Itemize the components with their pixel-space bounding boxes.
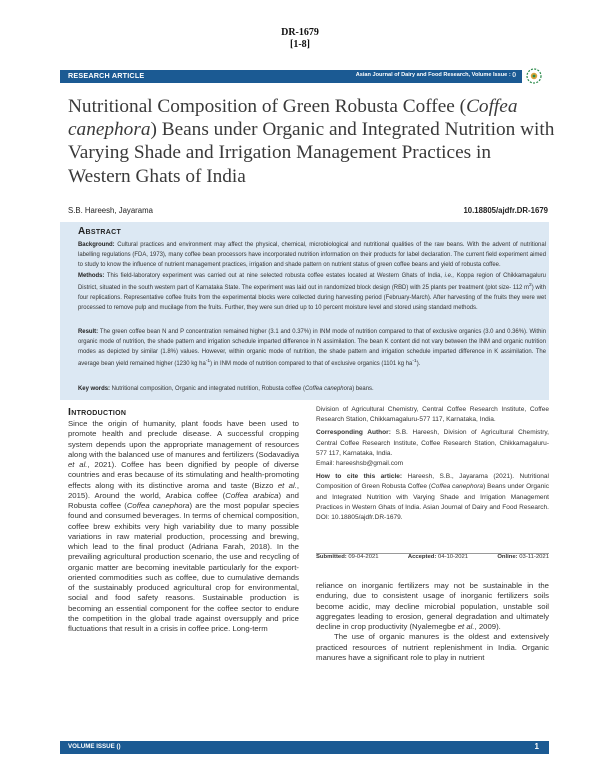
article-title: Nutritional Composition of Green Robusta Coffee (Coffea canephora) Beans under Organic and Integrated Nutrition with Varying Shade and Irrigation Management Practices in Western Ghats of India (68, 96, 555, 187)
journal-name: Asian Journal of Dairy and Food Research, Volume Issue : () (355, 72, 516, 78)
introduction-column-1: Since the origin of humanity, plant foods have been used to promote health and preclude disease. A successful cropping system depends upon the appropriate management of resources along with the balanced use of manures and fertilizers (Sodavadiya et al., 2021). Coffee has been dignified by people of diverse countries and eras because of its stimulating and health-promoting effects along with its distinctive aroma and taste (Bizzo et al., 2015). Around the world, Arabica coffee (Coffea arabica) and Robusta coffee (Coffea canephora) are the most popular species found and consumed beverages. In terms of chemical composition, coffee brew exhibits very high variability due to many possible variations in raw material production, processing and brewing, which lead to the final product (Adriana Farah, 2018). In the prevailing agricultural production scenario, the use and recycling of organic matter are becoming inevitable particularly for the export-oriented commodities such as coffee, due to cumulative demands of the sustainably produced agricultural crop for environmental, social and food safety reasons. Sustainable production is becoming an essential component for the coffee sector to endure the competition in the global trade against oversupply and price fluctuations that result in a crisis in coffee price. Long-term (68, 419, 299, 633)
page-footer-bar (60, 741, 549, 754)
introduction-column-2 (316, 581, 549, 663)
article-type: RESEARCH ARTICLE (68, 71, 145, 80)
document-id: DR-1679 (281, 27, 319, 38)
affiliation: Division of Agricultural Chemistry, Central Coffee Research Institute, Coffee Research Station, Chikkamagaluru-577 117, Karnataka, India. (316, 406, 549, 424)
corresponding-author: Corresponding Author: S.B. Hareesh, Division of Agricultural Chemistry, Central Coffee Research Institute, Coffee Research Station, Chikkamagaluru-577 117, Karnataka, India. (316, 429, 549, 457)
article-header-bar (60, 70, 522, 83)
doi[interactable]: 10.18805/ajdfr.DR-1679 (463, 206, 548, 215)
abstract-background: Background: Cultural practices and environment may affect the physical, chemical, microbiological and nutritional qualities of the raw beans. With the advent of nutritional labelling regulations (FDA, 1973), many coffee bean processors have incorporated nutrition information on their products for label declaration. The current field experiment aimed to study to know the influence of nutrient management practices, irrigation and shade pattern on nutrient status of green coffee beans and yield of robusta coffee. (78, 242, 546, 268)
abstract-heading: Abstract (78, 226, 122, 237)
abstract-box (60, 222, 549, 400)
submitted-date: Submitted: 09-04-2021 (316, 554, 379, 560)
volume-issue: VOLUME ISSUE () (68, 743, 121, 750)
page-range: [1-8] (290, 39, 310, 50)
accepted-date: Accepted: 04-10-2021 (407, 554, 469, 560)
abstract-methods: Methods: This field-laboratory experiment was carried out at nine selected robusta coffee estates located at Western Ghats of India, i.e., Koppa region of Chikkamagaluru District, situated in the south western part of Karnataka State. The experiment was laid out in randomized block design (RBD) with 25 plants per treatment (plot size- 112 $m^2$) with four replications. Representative coffee fruits from the experimental blocks were collected during harvesting period (February-March). After harvesting of the fruits they were wet processed to remove pulp and mucilage from the fruits. Further, they were sun dried up to 10 percent moisture level and stored using standard methods. (78, 273, 546, 311)
journal-logo-icon (526, 68, 542, 84)
citation: How to cite this article: Hareesh, S.B., Jayarama (2021). Nutritional Composition of Green Robusta Coffee (Coffea canephora) Beans under Organic and Integrated Nutrition with Varying Shade and Irrigation Management Practices in Western Ghats of India. Asian Journal of Dairy and Food Research. DOI: 10.18805/ajdfr.DR-1679. (316, 473, 550, 522)
abstract-keywords: Key words: Nutritional composition, Organic and integrated nutrition, Robusta coffee (Coffea canephora) beans. (78, 386, 374, 392)
authors: S.B. Hareesh, Jayarama (68, 206, 153, 215)
online-date: Online: 03-11-2021 (497, 554, 549, 560)
article-dates (316, 554, 549, 560)
email[interactable]: Email: hareeshsb@gmail.com (316, 460, 404, 468)
abstract-result: Result: The green coffee bean N and P concentration remained higher (3.1 and 0.37%) in INM mode of nutrition compared to that of exclusive organics (3.0 and 0.36%). Within organic mode of nutrition, the shade pattern and irrigation schedule imparted difference in N assimilation. The bean K content did not vary between the INM and organic nutrition modes as depicted by similar (1.8%) values. However, within organic mode of nutrition, the shade pattern and irrigation schedule imparted difference in K assimilation. The average bean yield remained higher (1230 kg $ha^{-1}$) in INM mode of nutrition compared to that of exclusive organics (1101 kg $ha^{-1}$). (78, 329, 546, 367)
page-number: 1 (534, 742, 539, 751)
affiliation-block (316, 405, 549, 523)
intro-paragraph-continued: reliance on inorganic fertilizers may not be sustainable in the enduring, due to consistent usage of inorganic fertilizers soils become acidic, may decline microbial population, unstable soil aggregates leading to erosion, general degradation and ultimately decline in crop productivity (Nyalemegbe et al., 2009). (316, 581, 549, 631)
introduction-heading: Introduction (68, 406, 127, 418)
intro-paragraph-organic: The use of organic manures is the oldest and extensively practiced resources of nutrient replenishment in India. Organic manures have a significant role to play in nutrient (316, 632, 549, 662)
